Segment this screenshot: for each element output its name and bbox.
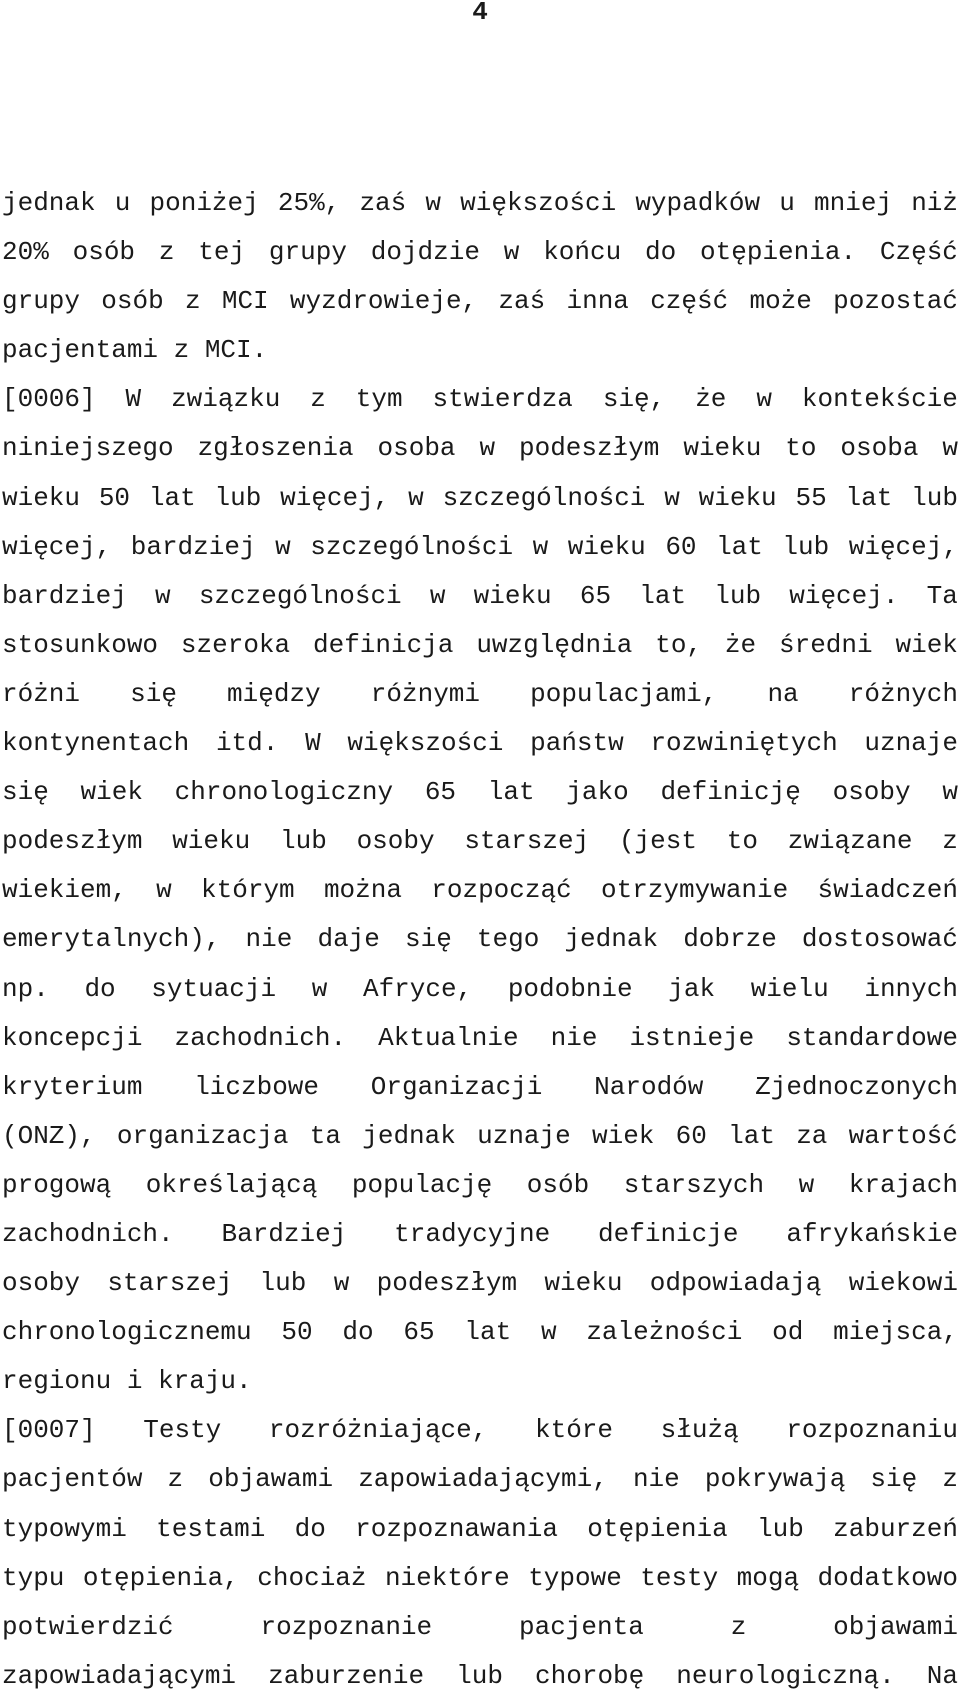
text-line: 20% osób z tej grupy dojdzie w końcu do otępienia. Część	[2, 237, 958, 268]
text-line: grupy osób z MCI wyzdrowieje, zaś inna część może pozostać	[2, 286, 958, 317]
text-line: (ONZ), organizacja ta jednak uznaje wiek 60 lat za wartość	[2, 1120, 958, 1151]
text-line: progową określającą populację osób starszych w krajach	[2, 1169, 958, 1200]
text-line: jednak u poniżej 25%, zaś w większości wypadków u mniej niż	[2, 188, 958, 218]
text-line: [0007] Testy rozróżniające, które służą rozpoznaniu	[2, 1415, 958, 1446]
text-line: zachodnich. Bardziej tradycyjne definicje afrykańskie	[2, 1218, 958, 1249]
text-line: regionu i kraju.	[2, 1366, 252, 1397]
text-line: kontynentach itd. W większości państw rozwiniętych uznaje	[2, 728, 958, 759]
text-line: różni się między różnymi populacjami, na różnych	[2, 678, 958, 709]
text-line: niniejszego zgłoszenia osoba w podeszłym wieku to osoba w	[2, 433, 958, 464]
text-line: potwierdzić rozpoznanie pacjenta z objawami	[2, 1611, 958, 1642]
text-line: [0006] W związku z tym stwierdza się, że w kontekście	[2, 384, 958, 415]
text-line: typu otępienia, chociaż niektóre typowe testy mogą dodatkowo	[2, 1562, 958, 1593]
text-line: emerytalnych), nie daje się tego jednak dobrze dostosować	[2, 924, 958, 955]
text-line: chronologicznemu 50 do 65 lat w zależności od miejsca,	[2, 1317, 958, 1348]
text-line: np. do sytuacji w Afryce, podobnie jak wielu innych	[2, 973, 958, 1004]
text-line: zapowiadającymi zaburzenie lub chorobę neurologiczną. Na	[2, 1660, 958, 1691]
text-line: się wiek chronologiczny 65 lat jako definicję osoby w	[2, 777, 958, 808]
text-line: podeszłym wieku lub osoby starszej (jest to związane z	[2, 826, 958, 857]
page-number: 4	[472, 0, 488, 27]
text-line: pacjentami z MCI.	[2, 335, 268, 366]
document-body	[2, 179, 958, 1701]
text-line: pacjentów z objawami zapowiadającymi, nie pokrywają się z	[2, 1464, 958, 1495]
text-line: osoby starszej lub w podeszłym wieku odpowiadają wiekowi	[2, 1268, 958, 1299]
text-line: więcej, bardziej w szczególności w wieku 60 lat lub więcej,	[2, 531, 958, 562]
text-line: stosunkowo szeroka definicja uwzględnia to, że średni wiek	[2, 629, 958, 660]
text-line: koncepcji zachodnich. Aktualnie nie istnieje standardowe	[2, 1022, 958, 1053]
text-line: typowymi testami do rozpoznawania otępienia lub zaburzeń	[2, 1513, 958, 1544]
text-line: wieku 50 lat lub więcej, w szczególności w wieku 55 lat lub	[2, 482, 958, 513]
text-line: kryterium liczbowe Organizacji Narodów Zjednoczonych	[2, 1071, 958, 1102]
text-line: wiekiem, w którym można rozpocząć otrzymywanie świadczeń	[2, 875, 958, 906]
text-line: bardziej w szczególności w wieku 65 lat lub więcej. Ta	[2, 580, 958, 611]
